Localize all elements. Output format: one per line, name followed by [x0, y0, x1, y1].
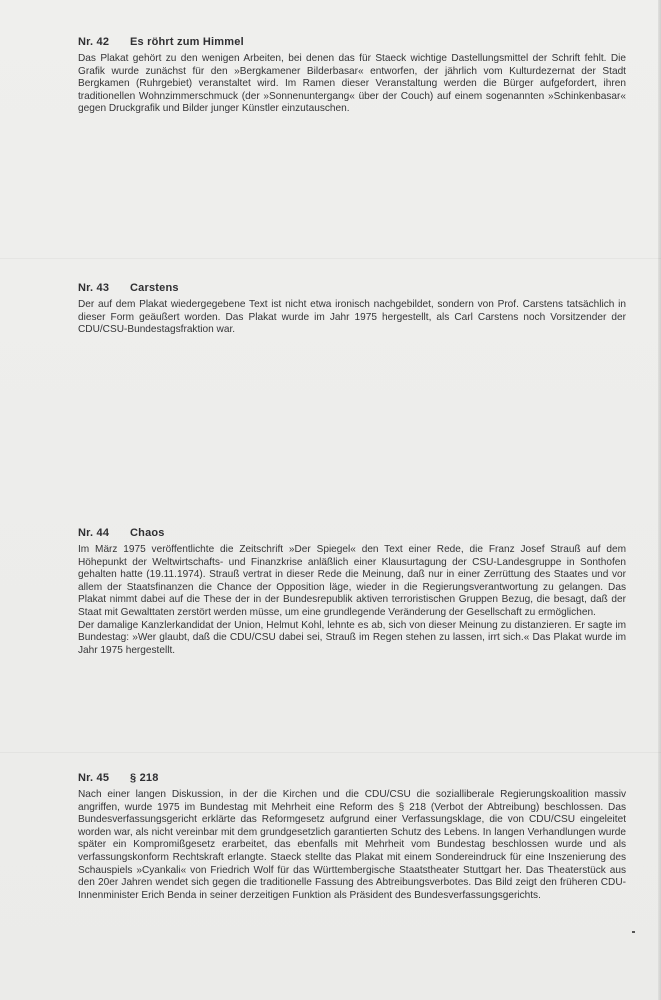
catalog-entry-45 — [78, 772, 626, 902]
entry-number: Nr. 44 — [78, 527, 110, 539]
entry-title: Es röhrt zum Himmel — [130, 36, 244, 48]
catalog-entry-44 — [78, 527, 626, 657]
print-mark — [632, 931, 635, 933]
entry-body — [78, 544, 626, 657]
entry-paragraph: Nach einer langen Diskussion, in der die Kirchen und die CDU/CSU die sozialliberale Regierungskoalition massiv angriffen, wurde 1975 im Bundestag mit Mehrheit eine Reform des § 218 (Verbot der Abtreibung) beschlossen. Das Bundesverfassungsgericht erklärte das Reformgesetz aufgrund einer Verfassungsklage, die von CDU/CSU eingeleitet worden war, als nicht vereinbar mit dem grundgesetzlich garantierten Schutz des Lebens. In langen Verhandlungen wurde später ein Kompromißgesetz erarbeitet, das ebenfalls mit Mehrheit vom Bundestag beschlossen wurde und als verfassungskonform Rechtskraft erlangte. Staeck stellte das Plakat mit einem Sondereindruck für eine Inszenierung des Schauspiels »Cyankali« von Friedrich Wolf für das Württembergische Staatstheater Stuttgart her. Das Theaterstück aus den 20er Jahren wendet sich gegen die traditionelle Fassung des Abtreibungsverbotes. Das Bild zeigt den früheren CDU-Innenminister Erich Benda in seiner derzeitigen Funktion als Präsident des Bundesverfassungsgerichts. — [78, 789, 626, 901]
catalog-entry-43 — [78, 282, 626, 337]
entry-title: Carstens — [130, 282, 179, 294]
entry-body — [78, 789, 626, 902]
entry-paragraph: Der damalige Kanzlerkandidat der Union, Helmut Kohl, lehnte es ab, sich von dieser Meinung zu distanzieren. Er sagte im Bundestag: »Wer glaubt, daß die CDU/CSU dabei sei, Strauß im Regen stehen zu lassen, irrt sich.« Das Plakat wurde im Jahr 1975 hergestellt. — [78, 619, 626, 656]
entry-body — [78, 299, 626, 337]
entry-paragraph: Im März 1975 veröffentlichte die Zeitschrift »Der Spiegel« den Text einer Rede, die Franz Josef Strauß auf dem Höhepunkt der Weltwirtschafts- und Finanzkrise anläßlich einer Klausurtagung der CSU-Landesgruppe in Sonthofen gehalten hatte (19.11.1974). Strauß vertrat in dieser Rede die Meinung, daß nur in einer Zerrüttung des Staates und vor allem der Staatsfinanzen die Chance der Opposition läge, wieder in die Regierungsverantwortung zu gelangen. Das Plakat nimmt dabei auf die These der in der Bundesrepublik aktiven terroristischen Gruppen Bezug, die besagt, daß der Staat mit Gewalttaten zerstört werden müsse, um eine grundlegende Veränderung der Gesellschaft zu ermöglichen. — [78, 544, 626, 618]
entry-header — [78, 36, 626, 48]
entry-paragraph: Der auf dem Plakat wiedergegebene Text ist nicht etwa ironisch nachgebildet, sondern von Prof. Carstens tatsächlich in dieser Form geäußert worden. Das Plakat wurde im Jahr 1975 hergestellt, als Carl Carstens noch Vorsitzender der CDU/CSU-Bundestagsfraktion war. — [78, 299, 626, 336]
entry-number: Nr. 42 — [78, 36, 110, 48]
entry-title: § 218 — [130, 772, 159, 784]
entry-number: Nr. 45 — [78, 772, 110, 784]
page-fold — [0, 258, 661, 259]
entry-header — [78, 527, 626, 539]
catalog-entry-42 — [78, 36, 626, 116]
entry-header — [78, 282, 626, 294]
entry-number: Nr. 43 — [78, 282, 110, 294]
entry-body — [78, 53, 626, 116]
entry-title: Chaos — [130, 527, 165, 539]
page-fold — [0, 752, 661, 753]
entry-header — [78, 772, 626, 784]
entry-paragraph: Das Plakat gehört zu den wenigen Arbeiten, bei denen das für Staeck wichtige Dastellungsmittel der Schrift fehlt. Die Grafik wurde zunächst für den »Bergkamener Bilderbasar« entworfen, der jährlich vom Kulturdezernat der Stadt Bergkamen (Ruhrgebiet) veranstaltet wird. Im Ramen dieser Veranstaltung werden die Bürger aufgefordert, ihren traditionellen Wohnzimmerschmuck (der »Sonnenuntergang« über der Couch) auf einem sogenannten »Schinkenbasar« gegen Druckgrafik und Bilder junger Künstler einzutauschen. — [78, 53, 626, 115]
